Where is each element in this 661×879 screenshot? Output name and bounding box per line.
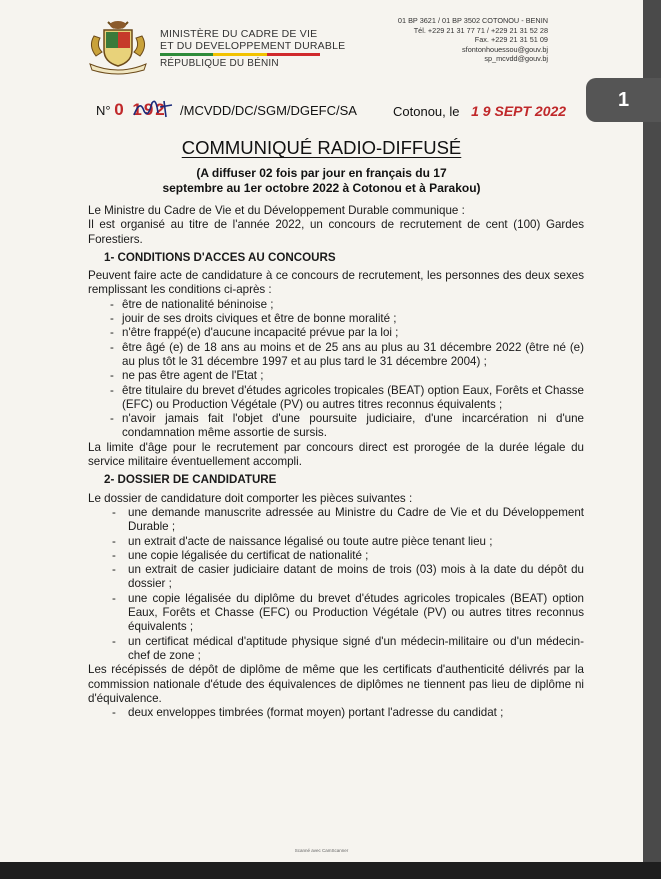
date-line: [393, 103, 566, 119]
list-item: - être titulaire du brevet d'études agricoles tropicales (BEAT) option Eaux, Forêts et Chasse (EFC) ou Production Végétale (PV) ou autres titres reconnus équivalents ;: [88, 384, 584, 413]
list-item: - ne pas être agent de l'Etat ;: [88, 369, 584, 383]
subtitle-line-1: (A diffuser 02 fois par jour en français du 17: [196, 166, 447, 180]
list-item: - une demande manuscrite adressée au Ministre du Cadre de Vie et du Développement Durable ;: [88, 506, 584, 535]
list-item: - un extrait d'acte de naissance légalisé ou toute autre pièce tenant lieu ;: [88, 535, 584, 549]
flag-stripe: [160, 53, 320, 56]
list-item: - n'avoir jamais fait l'objet d'une poursuite judiciaire, d'une incarcération ni d'une condamnation même assortie de sursis.: [88, 412, 584, 441]
list-item: - jouir de ses droits civiques et être de bonne moralité ;: [88, 312, 584, 326]
section-1-note: La limite d'âge pour le recrutement par concours direct est prorogée de la durée légale du service militaire éventuellement accompli.: [88, 440, 584, 469]
contact-email-2: sp_mcvdd@gouv.bj: [484, 54, 548, 64]
contact-phone: Tél. +229 21 31 77 71 / +229 21 31 52 28: [413, 25, 548, 35]
list-item: - deux enveloppes timbrées (format moyen) portant l'adresse du candidat ;: [88, 706, 584, 720]
coat-of-arms-logo: [84, 16, 152, 76]
contact-block: [398, 16, 548, 64]
date-place: Cotonou, le: [393, 104, 460, 119]
intro-paragraph-2: Il est organisé au titre de l'année 2022, un concours de recrutement de cent (100) Gardes Forestiers.: [88, 218, 584, 246]
section-2-heading: 2- DOSSIER DE CANDIDATURE: [104, 473, 277, 487]
list-item: - un certificat médical d'aptitude physique signé d'un médecin-militaire ou d'un médecin-chef de zone ;: [88, 635, 584, 664]
page-title: [0, 137, 643, 159]
flag-yellow: [213, 53, 266, 56]
reference-number: [96, 97, 357, 121]
reference-stamp-number: 0 192: [114, 100, 167, 119]
scanner-watermark: Scanné avec CamScanner: [294, 848, 349, 853]
viewer-side-strip: [643, 0, 661, 862]
list-item: - être de nationalité béninoise ;: [88, 298, 584, 312]
list-item: - n'être frappé(e) d'aucune incapacité prévue par la loi ;: [88, 326, 584, 340]
ministry-name: [160, 28, 345, 52]
list-item: - une copie légalisée du certificat de nationalité ;: [88, 549, 584, 563]
section-2-note: Les récépissés de dépôt de diplôme de même que les certificats d'authenticité délivrés par la commission nationale d'étude des équivalences de diplômes ne tiennent pas lieu de diplôme ni d'équivalence.: [88, 663, 584, 705]
document-body: [88, 204, 584, 720]
subtitle-line-2: septembre au 1er octobre 2022 à Cotonou et à Parakou): [162, 181, 481, 195]
ministry-line-1: MINISTÈRE DU CADRE DE VIE: [160, 28, 318, 40]
contact-address: 01 BP 3621 / 01 BP 3502 COTONOU - BENIN: [397, 16, 548, 25]
reference-suffix: /MCVDD/DC/SGM/DGEFC/SA: [180, 103, 357, 118]
contact-fax: Fax. +229 21 31 51 09: [474, 35, 548, 45]
list-item: - être âgé (e) de 18 ans au moins et de 25 ans au plus au 31 décembre 2022 (être né (e) au plus tôt le 31 décembre 1997 et au plus tard le 31 décembre 2004) ;: [88, 341, 584, 370]
republic-name: RÉPUBLIQUE DU BÉNIN: [160, 58, 279, 69]
reference-prefix: N°: [96, 103, 111, 118]
list-item: - une copie légalisée du diplôme du brevet d'études agricoles tropicales (BEAT) option Eaux, Forêts et Chasse (EFC) ou Production Végétale (PV) ou autres titres reconnus équivalents ;: [88, 592, 584, 635]
contact-email-1: sfontonhouessou@gouv.bj: [462, 44, 548, 54]
signature-mark: [130, 97, 176, 121]
section-1-heading: 1- CONDITIONS D'ACCES AU CONCOURS: [104, 250, 336, 264]
viewer-bottom-bar: [0, 862, 661, 879]
subtitle: [0, 166, 643, 196]
intro-paragraph: Le Ministre du Cadre de Vie et du Développement Durable communique :: [88, 204, 465, 217]
section-1-lead: Peuvent faire acte de candidature à ce concours de recrutement, les personnes des deux sexes remplissant les conditions ci-après :: [88, 269, 584, 297]
ministry-line-2: ET DU DEVELOPPEMENT DURABLE: [160, 40, 346, 52]
section-2-lead: Le dossier de candidature doit comporter les pièces suivantes :: [88, 491, 413, 505]
flag-red: [267, 53, 320, 56]
page-number-badge[interactable]: 1: [586, 78, 661, 122]
flag-green: [160, 53, 213, 56]
list-item: - un extrait de casier judiciaire datant de moins de trois (03) mois à la date du dépôt du dossier ;: [88, 563, 584, 592]
title-text: COMMUNIQUÉ RADIO-DIFFUSÉ: [181, 137, 462, 158]
date-value: 1 9 SEPT 2022: [471, 103, 567, 119]
